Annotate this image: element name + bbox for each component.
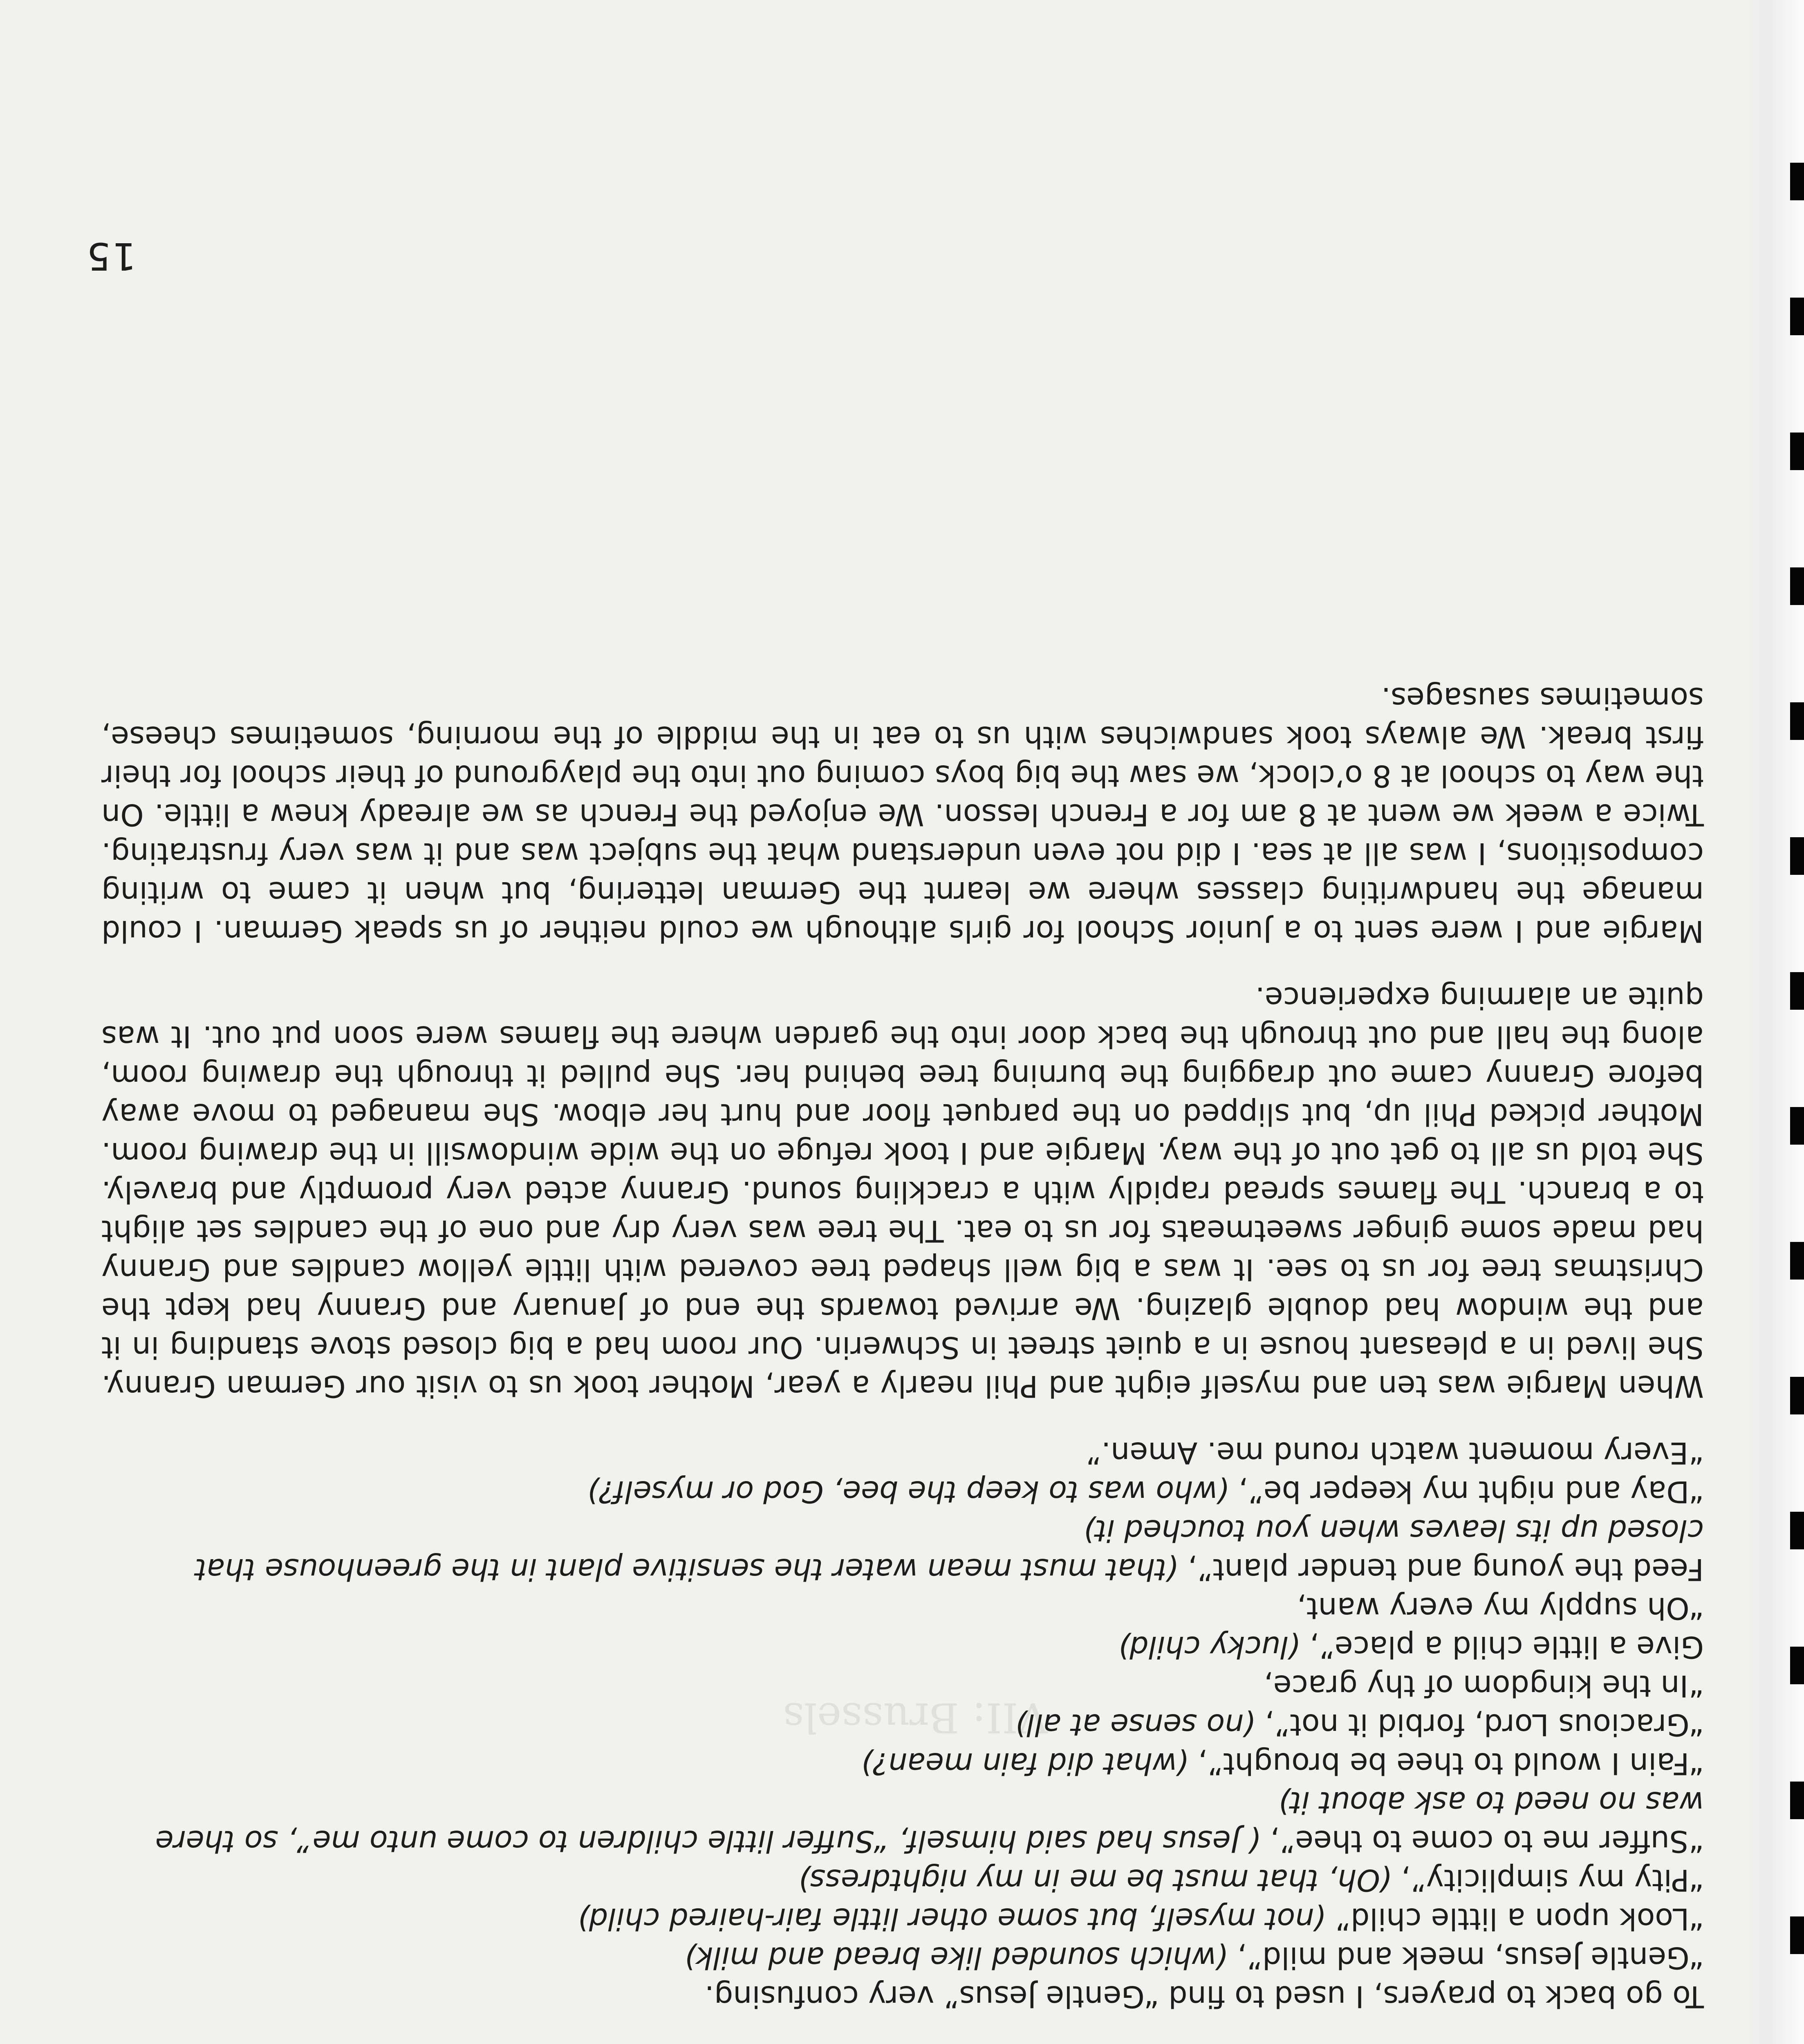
binding-hole (1790, 1377, 1804, 1414)
binding-hole (1790, 972, 1804, 1010)
prayer-note: ( Jesus had said himself, “Suffer little children to come unto me”, so there was no need to ask about it) (155, 1785, 1704, 1858)
spiral-binding (1743, 0, 1804, 2044)
binding-hole (1790, 1782, 1804, 1819)
prayer-note: (lucky child) (1118, 1629, 1300, 1664)
prayer-line (101, 1511, 1704, 1589)
prayer-note: (which sounded like bread and milk) (684, 1940, 1228, 1975)
prayer-verse: Feed the young and tender plant”, (1188, 1552, 1704, 1587)
prayer-line (101, 1705, 1704, 1744)
paragraph: Margie and I were sent to a Junior School for girls although we could neither of us speak German. I could manage the handwriting classes where we learnt the German lettering, but when it came to writing compositions, I was all at sea. I did not even understand what the subject was and it was very frustrating. Twice a week we went at 8 am for a French lesson. We enjoyed the French as we already knew a little. On the way to school at 8 o’clock, we saw the big boys coming out into the playground of their school for their first break. We always took sandwiches with us to eat in the middle of the morning, sometimes cheese, sometimes sausages. (101, 681, 1704, 948)
binding-hole (1790, 1512, 1804, 1549)
binding-hole (1790, 1916, 1804, 1954)
prayer-intro: To go back to prayers, I used to find “Gentle Jesus” very confusing. (704, 1979, 1704, 2014)
binding-hole (1790, 1242, 1804, 1280)
prayer-line (101, 1783, 1704, 1860)
binding-hole (1790, 163, 1804, 200)
paragraph: When Margie was ten and myself eight and Phil nearly a year, Mother took us to visit our German Granny. She lived in a pleasant house in a quiet street in Schwerin. Our room had a big closed stove standing in it and the window had double glazing. We arrived towards the end of January and Granny had kept the Christmas tree for us to see. It was a big well shaped tree covered with little yellow candles and Granny had made some ginger sweetmeats for us to eat. The tree was very dry and one of the candles set alight to a branch. The flames spread rapidly with a crackling sound. Granny acted very promptly and bravely. She told us all to get out of the way. Margie and I took refuge on the wide windowsill in the drawing room. Mother picked Phil up, but slipped on the parquet floor and hurt her elbow. She managed to move away before Granny came out dragging the burning tree behind her. She pulled it through the drawing room, along the hall and out through the back door into the garden where the flames were soon put out. It was quite an alarming experience. (101, 980, 1704, 1403)
show-through-heading: VII: Brussels (783, 1694, 1048, 1741)
prayer-note: (that must mean water the sensitive plant in the greenhouse that closed up its leaves when you touched it) (195, 1513, 1704, 1587)
prayer-verse: “Look upon a little child” (1335, 1901, 1704, 1936)
prayer-note: (no sense at all) (1015, 1707, 1255, 1742)
binding-hole (1790, 433, 1804, 470)
prayer-line (101, 1860, 1704, 1899)
prayer-verse: “Fain I would to thee be brought”, (1198, 1746, 1704, 1781)
binding-hole (1790, 1647, 1804, 1684)
binding-hole (1790, 702, 1804, 740)
prayer-note: (who was to keep the bee, God or myself?) (587, 1474, 1229, 1509)
prayer-note: (not myself, but some other little fair-haired child) (577, 1901, 1326, 1936)
prayer-line (101, 1433, 1704, 1472)
prayer-verse: “Suffer me to come to thee”, (1270, 1824, 1704, 1858)
binding-hole (1790, 567, 1804, 605)
prayer-verse: “Day and night my keeper be”, (1238, 1474, 1704, 1509)
prayer-line (101, 1938, 1704, 1977)
prayer-verse: “Gentle Jesus, meek and mild”, (1237, 1940, 1704, 1975)
prayer-line (101, 1589, 1704, 1627)
prayer-verse: “In the kingdom of thy grace, (1264, 1668, 1704, 1703)
prayer-note: (Oh, that must be me in my nightdress) (798, 1862, 1392, 1897)
prayer-note: (what did fain mean?) (861, 1746, 1189, 1781)
page-number: 15 (85, 234, 136, 278)
prayer-verse: “Gracious Lord, forbid it not”, (1265, 1707, 1704, 1742)
page-body (101, 679, 1704, 2044)
prayer-line (101, 1899, 1704, 1938)
binding-hole (1790, 837, 1804, 875)
prayer-verse: “Every moment watch round me. Amen.” (1086, 1435, 1704, 1470)
prayer-line (101, 1744, 1704, 1783)
prayer-verse: “Pity my simplicity”, (1401, 1862, 1704, 1897)
binding-hole (1790, 1107, 1804, 1145)
prayer-line (101, 1472, 1704, 1511)
prayer-verse: “Oh supply my every want, (1297, 1591, 1704, 1625)
prayer-line (101, 1627, 1704, 1666)
prayer-line (101, 1666, 1704, 1705)
prayer-verse: Give a little child a place”, (1309, 1629, 1704, 1664)
binding-hole (1790, 298, 1804, 335)
